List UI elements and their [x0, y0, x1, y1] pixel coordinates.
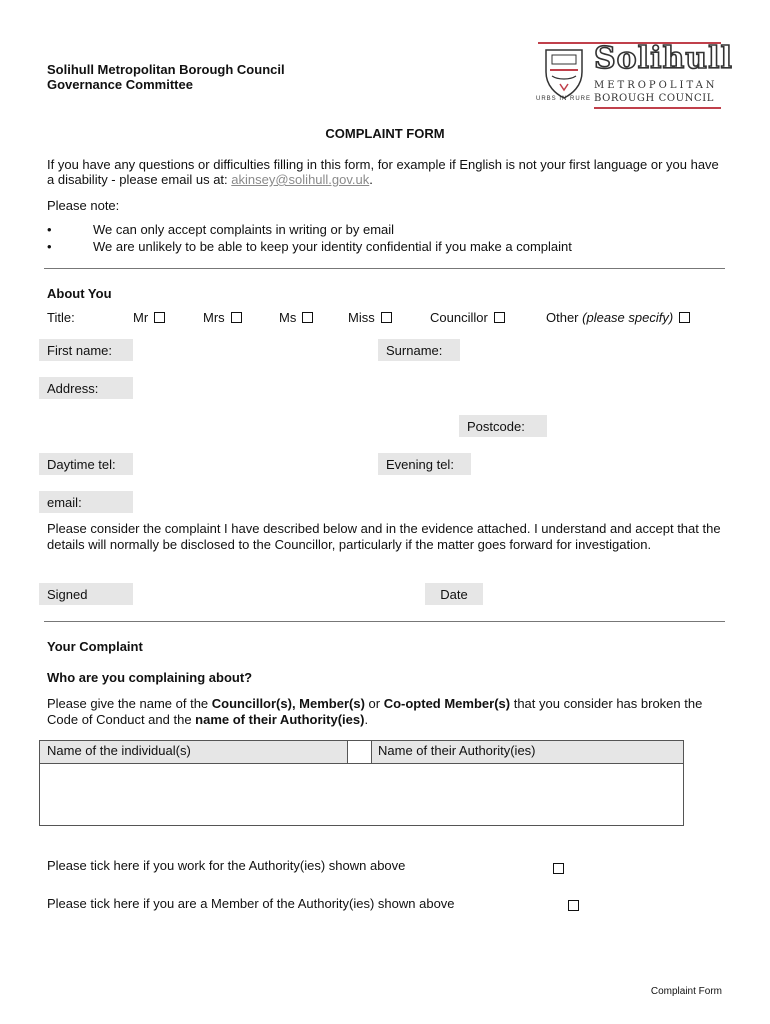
title-option-label: Miss [348, 310, 375, 325]
checkbox-councillor[interactable] [494, 312, 505, 323]
title-option-mrs[interactable] [203, 310, 242, 325]
title-option-label: Mr [133, 310, 149, 325]
checkbox-mr[interactable] [154, 312, 165, 323]
tick-work-text: Please tick here if you work for the Authority(ies) shown above [47, 858, 406, 873]
other-hint: (please specify) [582, 310, 674, 325]
col-header-individuals: Name of the individual(s) [40, 741, 348, 764]
title-option-miss[interactable] [348, 310, 392, 325]
tick-member-text: Please tick here if you are a Member of the Authority(ies) shown above [47, 896, 455, 911]
note-item: • We are unlikely to be able to keep your identity confidential if you make a complaint [47, 238, 727, 255]
please-note-list [47, 221, 727, 255]
instr-bold: Councillor(s), Member(s) [211, 696, 365, 711]
email-label: email: [39, 491, 133, 513]
committee-name: Governance Committee [47, 77, 193, 92]
checkbox-other[interactable] [679, 312, 690, 323]
first-name-label: First name: [39, 339, 133, 361]
checkbox-ms[interactable] [302, 312, 313, 323]
contact-email-link[interactable]: akinsey@solihull.gov.uk [231, 172, 370, 187]
logo-wordmark: Solihull [594, 41, 733, 76]
title-option-label: Councillor [430, 310, 488, 325]
title-option-label: Ms [279, 310, 297, 325]
instr-text: Please give the name of the [47, 696, 212, 711]
title-option-councillor[interactable] [430, 310, 505, 325]
address-label: Address: [39, 377, 133, 399]
org-name: Solihull Metropolitan Borough Council [47, 62, 285, 77]
intro-paragraph [47, 157, 727, 187]
crest-icon [540, 46, 588, 100]
date-label: Date [425, 583, 483, 605]
section-divider [44, 621, 725, 622]
intro-text: If you have any questions or difficulties filling in this form, for example if English is not your first language or you have a disability - please email us at: [47, 157, 719, 187]
title-label: Title: [47, 310, 75, 325]
evening-tel-label: Evening tel: [378, 453, 471, 475]
instr-bold: name of their Authority(ies) [195, 712, 365, 727]
logo-motto: URBS IN RURE [536, 96, 592, 102]
section-divider [44, 268, 725, 269]
complainee-entry-area[interactable] [40, 764, 683, 825]
col-header-authority: Name of their Authority(ies) [372, 741, 683, 764]
org-header [47, 62, 285, 92]
title-option-ms[interactable] [279, 310, 313, 325]
checkbox-work-for-authority[interactable] [553, 863, 564, 874]
checkbox-miss[interactable] [381, 312, 392, 323]
please-note-heading: Please note: [47, 198, 120, 213]
logo-subline-1: METROPOLITAN [594, 80, 718, 91]
table-spacer-cell [348, 741, 372, 764]
title-option-mr[interactable] [133, 310, 165, 325]
complaint-instructions [47, 696, 727, 728]
checkbox-mrs[interactable] [231, 312, 242, 323]
instr-text: or [364, 696, 384, 711]
instr-bold: Co-opted Member(s) [383, 696, 511, 711]
logo-subline-2: BOROUGH COUNCIL [594, 93, 715, 104]
form-title: COMPLAINT FORM [325, 126, 445, 141]
postcode-label: Postcode: [459, 415, 547, 437]
your-complaint-heading: Your Complaint [47, 639, 143, 654]
footer-label: Complaint Form [650, 986, 722, 997]
title-option-label: Other [546, 310, 579, 325]
intro-period: . [369, 172, 373, 187]
title-option-other[interactable] [546, 310, 690, 325]
note-item: • We can only accept complaints in writing or by email [47, 221, 727, 238]
about-you-heading: About You [47, 286, 112, 301]
council-logo [536, 40, 733, 112]
consent-paragraph: Please consider the complaint I have described below and in the evidence attached. I understand and accept that the details will normally be disclosed to the Councillor, particularly if the matter goes forward for investigation. [47, 521, 721, 552]
surname-label: Surname: [378, 339, 460, 361]
logo-bottom-rule [594, 107, 721, 109]
complaint-subheading: Who are you complaining about? [47, 670, 253, 685]
signed-label: Signed [39, 583, 133, 605]
title-option-label: Mrs [203, 310, 225, 325]
instr-text: . [364, 712, 369, 727]
instr-text: that you consider has broken the Code of Conduct and the [47, 696, 703, 727]
checkbox-member-of-authority[interactable] [568, 900, 579, 911]
complainee-table [39, 740, 684, 826]
daytime-tel-label: Daytime tel: [39, 453, 133, 475]
